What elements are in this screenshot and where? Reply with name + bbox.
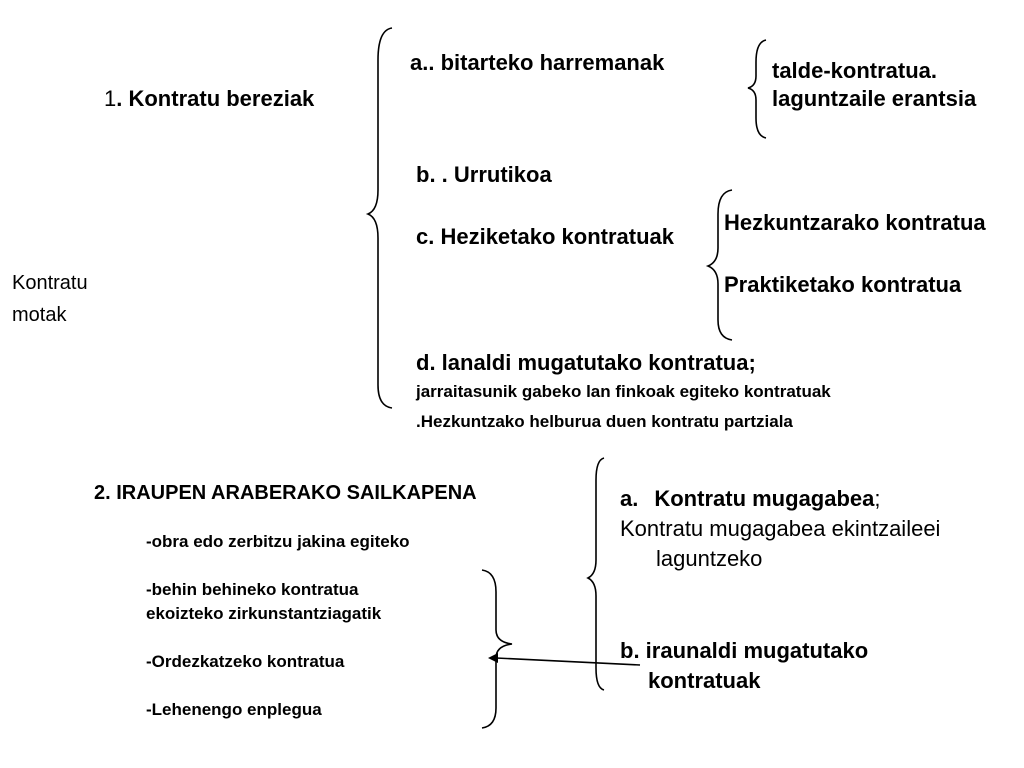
root-label-line1: Kontratu — [12, 272, 88, 294]
item-d-note-2: .Hezkuntzako helburua duen kontratu partziala — [416, 412, 793, 431]
arrow-head — [488, 653, 498, 663]
temp-item-3: -Ordezkatzeko kontratua — [146, 652, 345, 671]
brace-temporary-types — [482, 570, 512, 728]
root-label-line2: motak — [12, 304, 67, 326]
brace-section2 — [588, 458, 604, 690]
temp-item-1: -obra edo zerbitzu jakina egiteko — [146, 532, 410, 551]
brace-section1 — [368, 28, 392, 408]
section1-number: 1 — [104, 86, 117, 111]
section2-title: 2. IRAUPEN ARABERAKO SAILKAPENA — [94, 482, 477, 504]
item-c-sub-2: Praktiketako kontratua — [724, 272, 962, 297]
section1-title — [104, 86, 314, 111]
item-2a-desc-1: Kontratu mugagabea ekintzaileei — [620, 516, 941, 541]
item-a: a.. bitarteko harremanak — [410, 50, 665, 75]
item-c-sub-1: Hezkuntzarako kontratua — [724, 210, 986, 235]
item-b: b. . Urrutikoa — [416, 162, 552, 187]
item-2a-title: Kontratu mugagabea — [654, 486, 875, 511]
item-2a-marker: a. — [620, 486, 639, 511]
item-2a-desc-2: laguntzeko — [656, 546, 763, 571]
temp-item-2: -behin behineko kontratua — [146, 580, 359, 599]
item-2a-semicolon: ; — [874, 486, 881, 511]
item-c: c. Heziketako kontratuak — [416, 224, 674, 249]
brace-a-sub — [748, 40, 766, 138]
item-2b-line1: b. iraunaldi mugatutako — [620, 638, 869, 663]
section1-title-text: . Kontratu bereziak — [116, 86, 315, 111]
temp-item-4: -Lehenengo enplegua — [146, 700, 322, 719]
item-a-sub-1: talde-kontratua. — [772, 58, 938, 83]
item-d-note-1: jarraitasunik gabeko lan finkoak egiteko kontratuak — [416, 382, 831, 401]
item-d: d. lanaldi mugatutako kontratua; — [416, 350, 756, 375]
item-a-sub-2: laguntzaile erantsia — [772, 86, 977, 111]
item-2b-line2: kontratuak — [648, 668, 761, 693]
temp-item-2-cont: ekoizteko zirkunstantziagatik — [146, 604, 382, 623]
item-2a — [620, 486, 881, 511]
arrow-line — [496, 658, 640, 665]
